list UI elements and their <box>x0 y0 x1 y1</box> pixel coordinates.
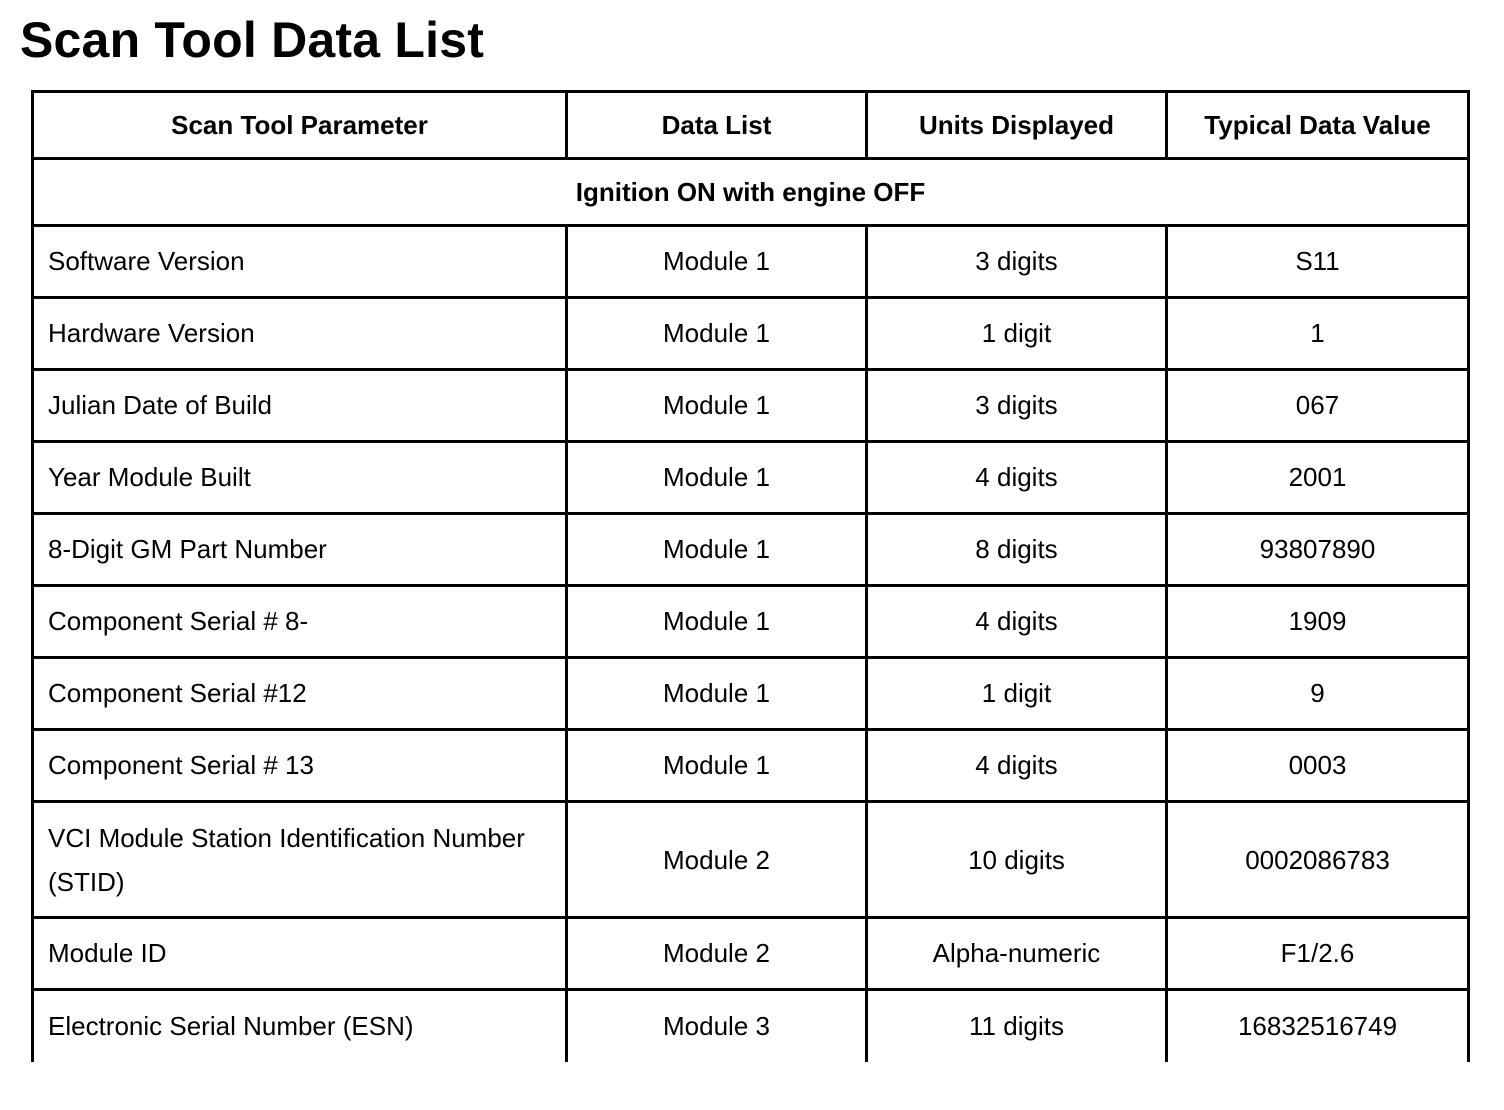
units-cell: 4 digits <box>867 730 1167 802</box>
parameter-cell: VCI Module Station Identification Number (STID) <box>33 802 567 918</box>
table-row <box>33 990 1469 1063</box>
typical-value-cell: 1 <box>1167 298 1469 370</box>
units-cell: 1 digit <box>867 658 1167 730</box>
table-row <box>33 370 1469 442</box>
parameter-cell: Electronic Serial Number (ESN) <box>33 990 567 1063</box>
units-cell: Alpha-numeric <box>867 918 1167 990</box>
data-list-cell: Module 2 <box>567 802 867 918</box>
parameter-cell: Component Serial #12 <box>33 658 567 730</box>
units-cell: 4 digits <box>867 442 1167 514</box>
data-list-cell: Module 3 <box>567 990 867 1063</box>
typical-value-cell: 93807890 <box>1167 514 1469 586</box>
typical-value-cell: 0002086783 <box>1167 802 1469 918</box>
parameter-cell: Module ID <box>33 918 567 990</box>
data-list-cell: Module 1 <box>567 442 867 514</box>
scan-tool-data-table <box>31 90 1470 1062</box>
parameter-cell: 8-Digit GM Part Number <box>33 514 567 586</box>
table-row <box>33 730 1469 802</box>
table-row <box>33 298 1469 370</box>
typical-value-cell: 0003 <box>1167 730 1469 802</box>
parameter-cell: Component Serial # 8- <box>33 586 567 658</box>
parameter-cell: Hardware Version <box>33 298 567 370</box>
units-cell: 1 digit <box>867 298 1167 370</box>
parameter-cell: Software Version <box>33 226 567 298</box>
table-row <box>33 586 1469 658</box>
parameter-cell: Julian Date of Build <box>33 370 567 442</box>
typical-value-cell: 9 <box>1167 658 1469 730</box>
typical-value-cell: 1909 <box>1167 586 1469 658</box>
header-scan-tool-parameter: Scan Tool Parameter <box>33 92 567 159</box>
table-row <box>33 802 1469 918</box>
typical-value-cell: S11 <box>1167 226 1469 298</box>
data-list-cell: Module 1 <box>567 370 867 442</box>
data-list-cell: Module 2 <box>567 918 867 990</box>
data-list-cell: Module 1 <box>567 730 867 802</box>
data-list-cell: Module 1 <box>567 586 867 658</box>
table-header-row <box>33 92 1469 159</box>
units-cell: 11 digits <box>867 990 1167 1063</box>
typical-value-cell: 2001 <box>1167 442 1469 514</box>
table-row <box>33 658 1469 730</box>
units-cell: 3 digits <box>867 370 1167 442</box>
units-cell: 3 digits <box>867 226 1167 298</box>
header-data-list: Data List <box>567 92 867 159</box>
parameter-cell: Component Serial # 13 <box>33 730 567 802</box>
units-cell: 10 digits <box>867 802 1167 918</box>
section-row <box>33 159 1469 226</box>
header-typical-data-value: Typical Data Value <box>1167 92 1469 159</box>
table-row <box>33 226 1469 298</box>
units-cell: 8 digits <box>867 514 1167 586</box>
page-title: Scan Tool Data List <box>20 12 485 68</box>
section-label: Ignition ON with engine OFF <box>33 159 1469 226</box>
header-units-displayed: Units Displayed <box>867 92 1167 159</box>
table-row <box>33 514 1469 586</box>
data-list-cell: Module 1 <box>567 658 867 730</box>
parameter-cell: Year Module Built <box>33 442 567 514</box>
data-list-cell: Module 1 <box>567 226 867 298</box>
table-row <box>33 442 1469 514</box>
units-cell: 4 digits <box>867 586 1167 658</box>
typical-value-cell: 067 <box>1167 370 1469 442</box>
typical-value-cell: F1/2.6 <box>1167 918 1469 990</box>
data-list-cell: Module 1 <box>567 298 867 370</box>
data-list-cell: Module 1 <box>567 514 867 586</box>
typical-value-cell: 16832516749 <box>1167 990 1469 1063</box>
table-row <box>33 918 1469 990</box>
